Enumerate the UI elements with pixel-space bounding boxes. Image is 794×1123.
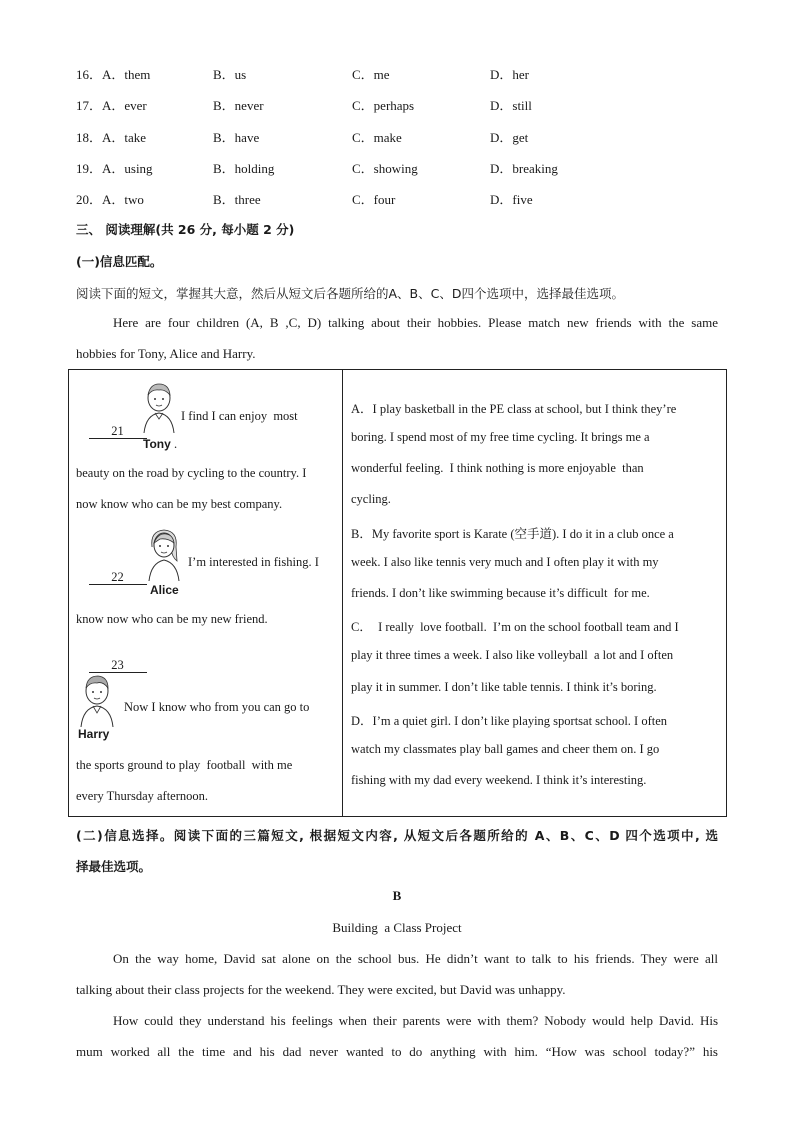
question-16-options — [76, 64, 716, 84]
option-a-line-4: cycling. — [351, 492, 391, 506]
option-a-line-3: wonderful feeling. I think nothing is more enjoyable than — [351, 461, 644, 475]
option-b-line-3: friends. I don’t like swimming because it’s difficult for me. — [351, 586, 650, 600]
option-d: D．five — [490, 192, 533, 207]
option-d-line-2: watch my classmates play ball games and cheer them on. I go — [351, 742, 660, 756]
option-a: 16．A．them — [76, 67, 151, 82]
tony-dot: . — [174, 437, 178, 451]
option-a: 19．A．using — [76, 161, 153, 176]
question-18-options — [76, 127, 716, 147]
tony-name: Tony — [143, 437, 171, 451]
option-c: C．perhaps — [352, 98, 415, 113]
option-a-line-2: boring. I spend most of my free time cycling. It brings me a — [351, 430, 650, 444]
passage-title: Building a Class Project — [332, 920, 462, 935]
alice-avatar-icon — [144, 527, 184, 581]
option-b: B．holding — [213, 161, 275, 176]
option-d-line-3: fishing with my dad every weekend. I think it’s interesting. — [351, 773, 647, 787]
option-d: D．still — [490, 98, 532, 113]
tony-avatar-icon — [138, 381, 180, 433]
option-a: 20．A．two — [76, 192, 144, 207]
section-heading: 三、 阅读理解(共 26 分, 每小题 2 分) — [76, 222, 295, 237]
option-c: C．me — [352, 67, 390, 82]
option-a-line-1: A．I play basketball in the PE class at school, but I think they’re — [351, 402, 677, 416]
option-c: C．make — [352, 130, 402, 145]
option-c: C．showing — [352, 161, 418, 176]
option-c: C．four — [352, 192, 396, 207]
passage-line-4: mum worked all the time and his dad never wanted to do anything with him. “How was school today?” his — [76, 1044, 718, 1059]
passage-line-3: How could they understand his feelings when their parents were with them? Nobody would help David. His — [113, 1013, 718, 1028]
q23-blank: 23 — [76, 643, 147, 688]
question-17-options — [76, 95, 716, 115]
option-d: D．get — [490, 130, 529, 145]
intro-line-2: hobbies for Tony, Alice and Harry. — [76, 346, 256, 361]
harry-avatar-icon — [77, 673, 117, 727]
option-b: B．never — [213, 98, 264, 113]
q23-text: Now I know who from you can go to — [124, 700, 310, 714]
q22-blank: 22 — [76, 555, 147, 600]
option-d-line-1: D．I’m a quiet girl. I don’t like playing sportsat school. I often — [351, 714, 668, 728]
q21-text: I find I can enjoy most — [181, 409, 298, 423]
question-20-options — [76, 189, 716, 209]
alice-name: Alice — [150, 583, 179, 597]
q23-line-3: every Thursday afternoon. — [76, 789, 209, 803]
option-a: 17．A．ever — [76, 98, 147, 113]
intro-line-1: Here are four children (A, B ,C, D) talking about their hobbies. Please match new friends with the same — [113, 315, 718, 330]
part2-instruction-2: 择最佳选项。 — [76, 859, 152, 874]
option-b: B．three — [213, 192, 261, 207]
passage-line-2: talking about their class projects for the weekend. They were excited, but David was unhappy. — [76, 982, 566, 997]
option-b: B．have — [213, 130, 260, 145]
passage-letter: B — [392, 888, 402, 903]
q21-blank: 21 — [76, 409, 147, 454]
option-c-line-1: C． I really love football. I’m on the school football team and I — [351, 620, 679, 634]
harry-name: Harry — [78, 727, 110, 741]
part1-title: (一)信息匹配。 — [76, 254, 163, 269]
q21-line-2: beauty on the road by cycling to the country. I — [76, 466, 307, 480]
part2-instruction-1: (二)信息选择。阅读下面的三篇短文, 根据短文内容, 从短文后各题所给的 A、B、C、D 四个选项中, 选 — [76, 828, 718, 843]
option-b-line-1: B．My favorite sport is Karate (空手道). I do it in a club once a — [351, 527, 674, 541]
q22-line-2: know now who can be my new friend. — [76, 612, 268, 626]
option-c-line-2: play it three times a week. I also like volleyball a lot and I often — [351, 648, 674, 662]
passage-line-1: On the way home, David sat alone on the school bus. He didn’t want to talk to his friends. They were all — [113, 951, 718, 966]
part1-instruction: 阅读下面的短文，掌握其大意，然后从短文后各题所给的A、B、C、D四个选项中，选择最佳选项。 — [76, 286, 624, 301]
option-b-line-2: week. I also like tennis very much and I often play it with my — [351, 555, 659, 569]
option-a: 18．A．take — [76, 130, 147, 145]
option-c-line-3: play it in summer. I don’t like table tennis. I think it’s boring. — [351, 680, 657, 694]
option-b: B．us — [213, 67, 247, 82]
option-d: D．breaking — [490, 161, 558, 176]
question-19-options — [76, 158, 716, 178]
q23-line-2: the sports ground to play football with me — [76, 758, 293, 772]
table-divider — [342, 369, 343, 817]
option-d: D．her — [490, 67, 529, 82]
q21-line-3: now know who can be my best company. — [76, 497, 283, 511]
q22-text: I’m interested in fishing. I — [188, 555, 319, 569]
